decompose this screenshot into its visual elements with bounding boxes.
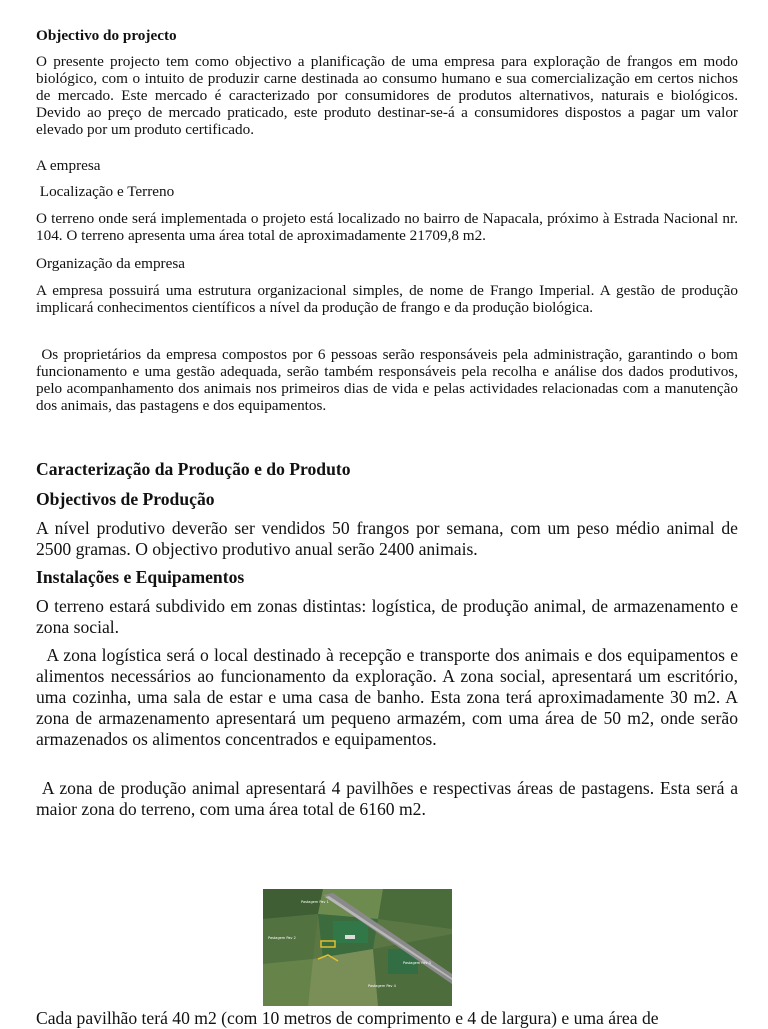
heading-caracterizacao: Caracterização da Produção e do Produto <box>36 459 351 479</box>
heading-instalacoes: Instalações e Equipamentos <box>36 567 245 587</box>
aerial-site-photo <box>263 889 452 1006</box>
paragraph-intro: O presente projecto tem como objectivo a planificação de uma empresa para exploração de frangos em modo biológico, com o intuito de produzir carne destinada ao consumo humano e sua comercialização em certos nichos de mercado. Este mercado é caracterizado por consumidores de produtos alternativos, naturais e biológicos. Devido ao preço de mercado praticado, este produto destinar-se-á a consumidores dispostos a pagar um valor elevado por um produto certificado. <box>36 53 738 138</box>
label-empresa: A empresa <box>36 157 101 174</box>
paragraph-objectivos: A nível produtivo deverão ser vendidos 50 frangos por semana, com um peso médio animal de 2500 gramas. O objectivo produtivo anual serão 2400 animais. <box>36 518 738 559</box>
paragraph-organizacao: A empresa possuirá uma estrutura organizacional simples, de nome de Frango Imperial. A gestão de produção implicará conhecimentos científicos a nível da produção de frango e da produção biológica. <box>36 282 738 316</box>
photo-label-1: Pastagem Pav 1 <box>301 900 329 904</box>
label-localizacao: Localização e Terreno <box>36 183 175 200</box>
photo-label-4: Pastagem Pav 4 <box>368 984 396 988</box>
paragraph-instalacoes: O terreno estará subdivido em zonas distintas: logística, de produção animal, de armazenamento e zona social. <box>36 596 738 637</box>
paragraph-zona-producao: A zona de produção animal apresentará 4 pavilhões e respectivas áreas de pastagens. Esta será a maior zona do terreno, com uma área total de 6160 m2. <box>36 778 743 819</box>
heading-objectivo: Objectivo do projecto <box>36 27 177 44</box>
aerial-map-image <box>263 889 452 1006</box>
paragraph-pavilhao-cutoff: Cada pavilhão terá 40 m2 (com 10 metros de comprimento e 4 de largura) e uma área de <box>36 1008 659 1028</box>
label-organizacao: Organização da empresa <box>36 255 185 272</box>
heading-objectivos-producao: Objectivos de Produção <box>36 489 215 509</box>
paragraph-zona-logistica: A zona logística será o local destinado à recepção e transporte dos animais e dos equipamentos e alimentos necessários ao funcionamento da exploração. A zona social, apresentará um escritório, uma cozinha, uma sala de estar e uma casa de banho. Esta zona terá aproximadamente 30 m2. A zona de armazenamento apresentará um pequeno armazém, com uma área de 50 m2, onde serão armazenados os alimentos concentrados e equipamentos. <box>36 645 743 749</box>
paragraph-proprietarios: Os proprietários da empresa compostos por 6 pessoas serão responsáveis pela administração, garantindo o bom funcionamento e uma gestão adequada, serão também responsáveis pela recolha e análise dos dados produtivos, pelo acompanhamento dos animais nos primeiros dias de vida e pelas actividades relacionadas com a manutenção dos animais, das pastagens e dos equipamentos. <box>36 346 742 414</box>
photo-label-2: Pastagem Pav 2 <box>268 936 296 940</box>
paragraph-terreno: O terreno onde será implementada o projeto está localizado no bairro de Napacala, próximo à Estrada Nacional nr. 104. O terreno apresenta uma área total de aproximadamente 21709,8 m2. <box>36 210 738 244</box>
photo-label-3: Pastagem Pav 3 <box>403 961 431 965</box>
